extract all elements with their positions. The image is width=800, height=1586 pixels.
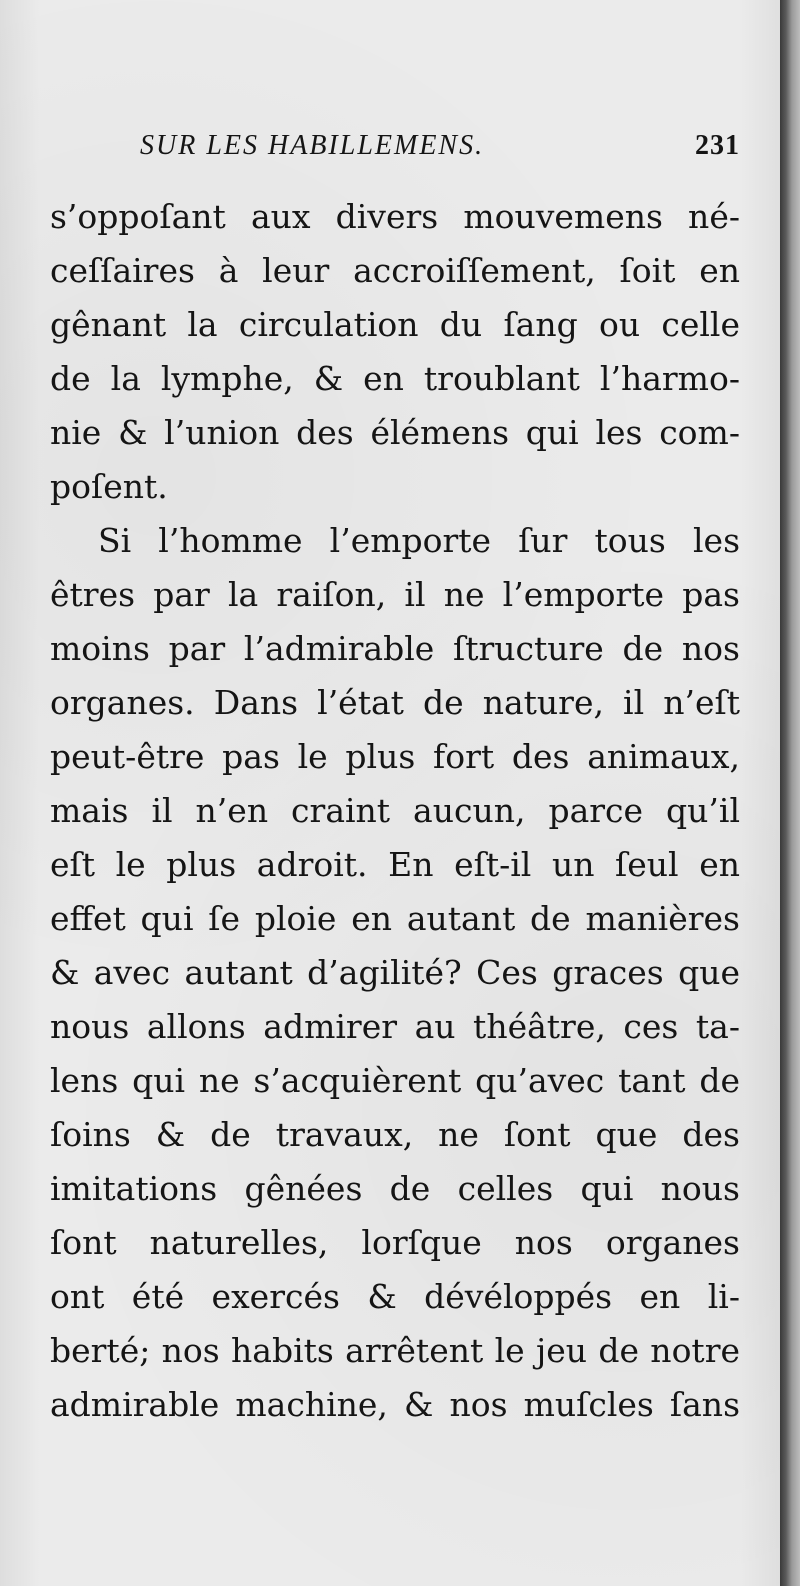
page-number: 231: [695, 130, 740, 161]
text-line-4: de la lymphe, & en troublant l’harmo-: [50, 359, 740, 398]
text-line-3: gênant la circulation du ſang ou celle: [50, 305, 740, 344]
text-line-22: berté; nos habits arrêtent le jeu de notre: [50, 1331, 740, 1370]
text-line-17: lens qui ne s’acquièrent qu’avec tant de: [50, 1061, 740, 1100]
text-line-19: imitations gênées de celles qui nous: [50, 1169, 740, 1208]
text-line-2: ceſſaires à leur accroiſſement, ſoit en: [50, 251, 740, 290]
text-line-12: mais il n’en craint aucun, parce qu’il: [50, 791, 740, 830]
text-line-7: Si l’homme l’emporte ſur tous les: [98, 521, 740, 560]
text-line-21: ont été exercés & dévéloppés en li-: [50, 1277, 740, 1316]
text-line-14: effet qui ſe ploie en autant de manières: [50, 899, 740, 938]
text-line-6: poſent.: [50, 467, 168, 506]
text-line-11: peut-être pas le plus fort des animaux,: [50, 737, 740, 776]
text-line-13: eſt le plus adroit. En eſt-il un ſeul en: [50, 845, 740, 884]
body-text: [50, 190, 740, 1432]
text-line-15: & avec autant d’agilité? Ces graces que: [50, 953, 740, 992]
text-line-10: organes. Dans l’état de nature, il n’eſt: [50, 683, 740, 722]
text-line-18: ſoins & de travaux, ne ſont que des: [50, 1115, 740, 1154]
running-head: [140, 130, 740, 170]
text-line-9: moins par l’admirable ſtructure de nos: [50, 629, 740, 668]
text-line-20: ſont naturelles, lorſque nos organes: [50, 1223, 740, 1262]
text-line-5: nie & l’union des élémens qui les com-: [50, 413, 740, 452]
text-line-16: nous allons admirer au théâtre, ces ta-: [50, 1007, 740, 1046]
running-head-title: SUR LES HABILLEMENS.: [140, 130, 485, 161]
text-line-1: s’oppoſant aux divers mouvemens né-: [50, 197, 740, 236]
page-edge-shadow: [780, 0, 800, 1586]
text-line-23: admirable machine, & nos muſcles ſans: [50, 1385, 740, 1424]
text-line-8: êtres par la raiſon, il ne l’emporte pas: [50, 575, 740, 614]
